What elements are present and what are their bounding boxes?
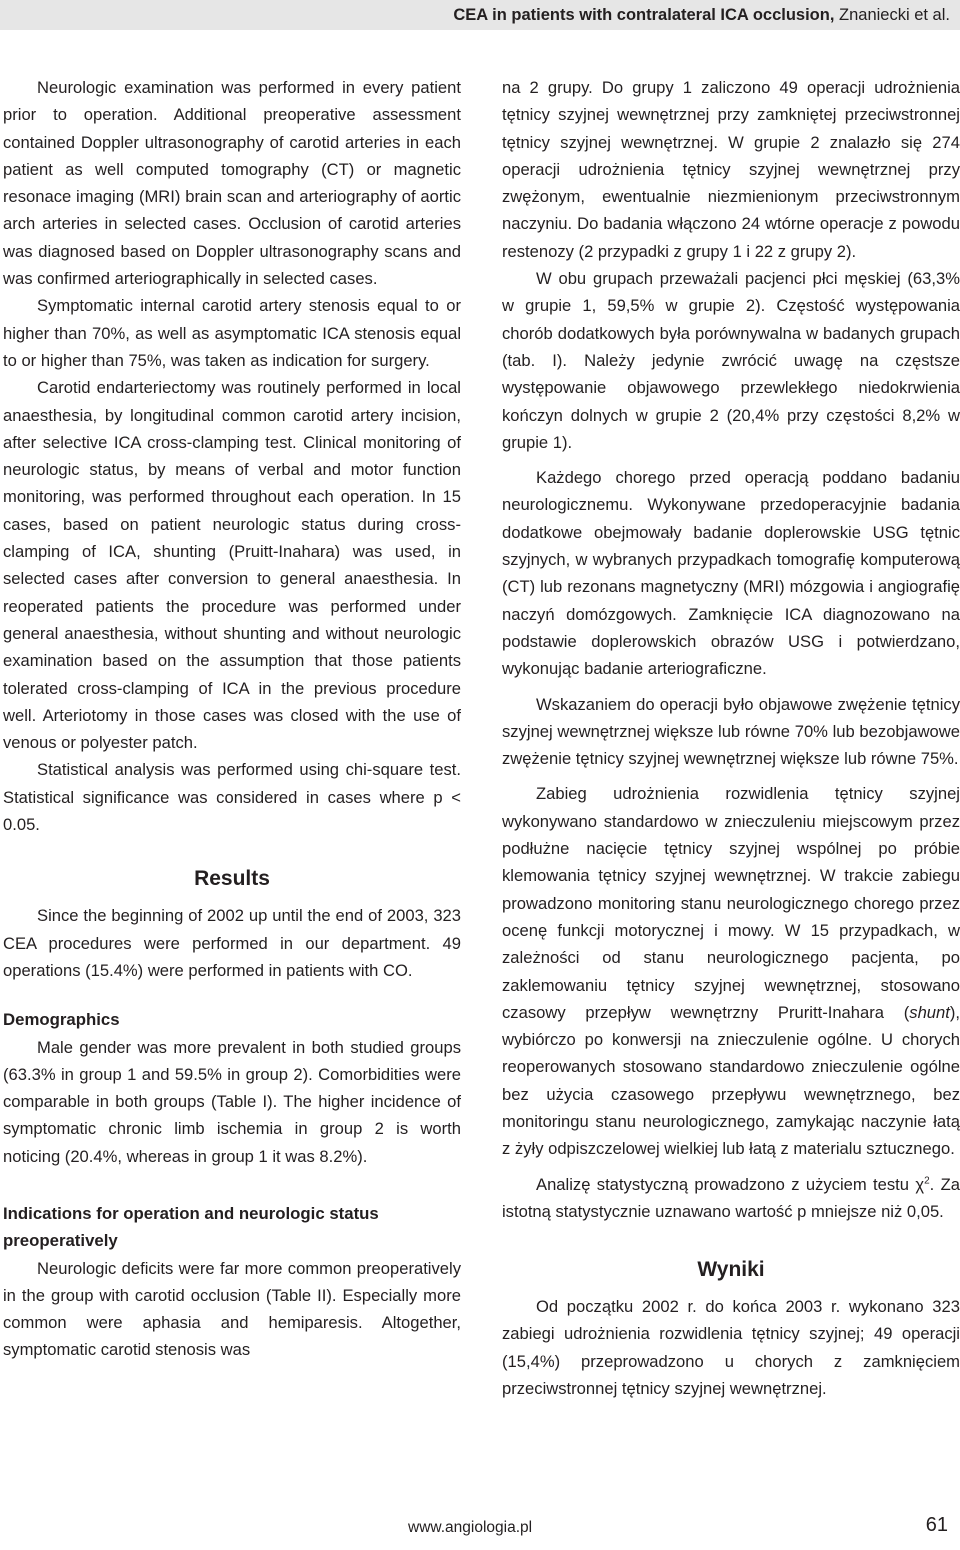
- running-head-authors: Znaniecki et al.: [839, 6, 950, 24]
- page-number: 61: [925, 1514, 948, 1536]
- journal-url: www.angiologia.pl: [408, 1519, 533, 1536]
- demographics-paragraph: Male gender was more prevalent in both studied groups (63.3% in group 1 and 59.5% in group 2). Comorbidities were comparable in both groups (Table I). The higher incidence of symptomatic chronic limb ischemia in group 2 is worth noticing (20.4%, whereas in group 1 it was 8.2%).: [3, 1037, 461, 1166]
- demographics-heading: Demographics: [3, 1010, 120, 1030]
- results-heading: Results: [194, 867, 270, 891]
- methods-paragraph: Neurologic examination was performed in every patient prior to operation. Additional preoperative assessment contained Doppler ultrasonography of carotid arteries in each patient as well computed tomography (CT) or magnetic resonace imaging (MRI) brain scan and arteriography of aortic arch arteries in selected cases. Occlusion of carotid arteries was diagnosed based on Doppler ultrasonography scans and was confirmed arteriographically in selected cases.: [3, 78, 461, 289]
- shunt-term: shunt: [909, 1002, 950, 1022]
- running-header-bar: [0, 0, 960, 30]
- chi-square-superscript: 2: [924, 1175, 930, 1187]
- indications-heading: Indications for operation and neurologic status preoperatively: [3, 1203, 379, 1251]
- groups-paragraph: na 2 grupy. Do grupy 1 zaliczono 49 operacji udrożnienia tętnicy szyjnej wewnętrznej przy zamkniętej przeciwstronnej tętnicy szyjnej wewnętrznej. W grupie 2 znalazło się 274 operacji udrożnienia tętnicy szyjnej wewnętrznej przy zwężonym, ewentualnie niezmienionym przeciwstronnym naczyniu. Do badania włączono 24 wtórne operacje z powodu restenozy (2 przypadki z grupy 1 i 22 z grupy 2).: [502, 78, 960, 261]
- indication-pl-paragraph: Wskazaniem do operacji było objawowe zwężenie tętnicy szyjnej wewnętrznej większe lub równe 70% lub bezobjawowe zwężenie tętnicy szyjnej wewnętrznej większe lub równe 75%.: [502, 694, 960, 769]
- demographics-pl-paragraph: W obu grupach przeważali pacjenci płci męskiej (63,3% w grupie 1, 59,5% w grupie 2). Częstość występowania chorób dodatkowych była porównywalna w badanych grupach (tab. I). Należy jedynie zwrócić uwagę na częstsze występowanie objawowego przewlekłego niedokrwienia kończyn dolnych w grupie 2 (20,4% przy częstości 8,2% w grupie 1).: [502, 269, 960, 452]
- statistics-pl-text: Analizę statystyczną prowadzono z użyciem testu χ: [536, 1174, 925, 1194]
- procedure-pl-text-cont: ), wybiórczo po konwersji na znieczulenie ogólne. U chorych reoperowanych stosowano standardowo znieczulenie ogólne bez użycia czasowego przepływu wewnętrznego, bez monitoringu stanu neurologicznego, zamykając naczynie łatą z żyły odpiszczelowej wielkiej lub łatą z materialu sztucznego.: [502, 1002, 960, 1159]
- methods-paragraph: Symptomatic internal carotid artery stenosis equal to or higher than 70%, as well as asymptomatic ICA stenosis equal to or higher than 75%, was taken as indication for surgery.: [3, 296, 461, 370]
- right-column: [502, 74, 960, 1402]
- left-column: [3, 74, 461, 1364]
- methods-paragraph: Carotid endarteriectomy was routinely performed in local anaesthesia, by longitudinal common carotid artery incision, after selective ICA cross-clamping test. Clinical monitoring of neurologic status, by means of verbal and motor function monitoring, was performed throughout each operation. In 15 cases, based on patient neurologic status during cross-clamping of ICA, shunting (Pruitt-Inahara) was used, in selected cases after conversion to general anaesthesia. In reoperated patients the procedure was performed under general anaesthesia, without shunting and without neurologic examination based on the assumption that those patients tolerated cross-clamping of ICA in the previous procedure well. Arteriotomy in those cases was closed with the use of venous or polyester patch.: [3, 378, 461, 753]
- statistics-pl-paragraph: [502, 1171, 960, 1226]
- running-head: [453, 0, 950, 30]
- statistics-pl-text-cont: . Za istotną statystycznie uznawano wartość p mniejsze niż 0,05.: [502, 1174, 960, 1221]
- examination-pl-paragraph: Każdego chorego przed operacją poddano badaniu neurologicznemu. Wykonywane przedoperacyjnie badania dodatkowe obejmowały badanie doplerowskie USG tętnic szyjnych, w wybranych przypadkach tomografię komputerową (CT) lub rezonans magnetyczny (MRI) mózgowia i angiografię naczyń domózgowych. Zamknięcie ICA diagnozowano na podstawie doplerowskich obrazów USG i potwierdzano, wykonując badanie arteriograficzne.: [502, 468, 960, 679]
- indications-paragraph: Neurologic deficits were far more common preoperatively in the group with carotid occlusion (Table II). Especially more common were aphasia and hemiparesis. Altogether, symptomatic carotid stenosis was: [3, 1258, 461, 1360]
- methods-paragraph: Statistical analysis was performed using chi-square test. Statistical significance was considered in cases where p < 0.05.: [3, 760, 461, 835]
- procedure-pl-text: Zabieg udrożnienia rozwidlenia tętnicy szyjnej wykonywano standardowo w znieczuleniu miejscowym przez podłużne nacięcie tętnicy szyjnej wspólnej po próbie klemowania tętnicy szyjnej wewnętrznej. W trakcie zabiegu prowadzono monitoring stanu neurologicznego chorego przez ocenę funkcji motorycznej i mowy. W 15 przypadkach, w zależności od stanu neurologicznego pacjenta, po zaklemowaniu tętnicy szyjnej wewnętrznej, stosowano czasowy przepływ wewnętrzny Pruritt-Inahara (: [502, 784, 960, 1022]
- wyniki-paragraph: Od początku 2002 r. do końca 2003 r. wykonano 323 zabiegi udrożnienia rozwidlenia tętnicy szyjnej; 49 operacji (15,4%) przeprowadzono u chorych z zamknięciem przeciwstronnej tętnicy szyjnej wewnętrznej.: [502, 1297, 960, 1399]
- results-paragraph: Since the beginning of 2002 up until the end of 2003, 323 CEA procedures were performed in our department. 49 operations (15.4%) were performed in patients with CO.: [3, 906, 461, 980]
- wyniki-heading: Wyniki: [697, 1258, 765, 1282]
- procedure-pl-paragraph: [502, 780, 960, 1162]
- running-head-title: CEA in patients with contralateral ICA occlusion,: [453, 6, 835, 24]
